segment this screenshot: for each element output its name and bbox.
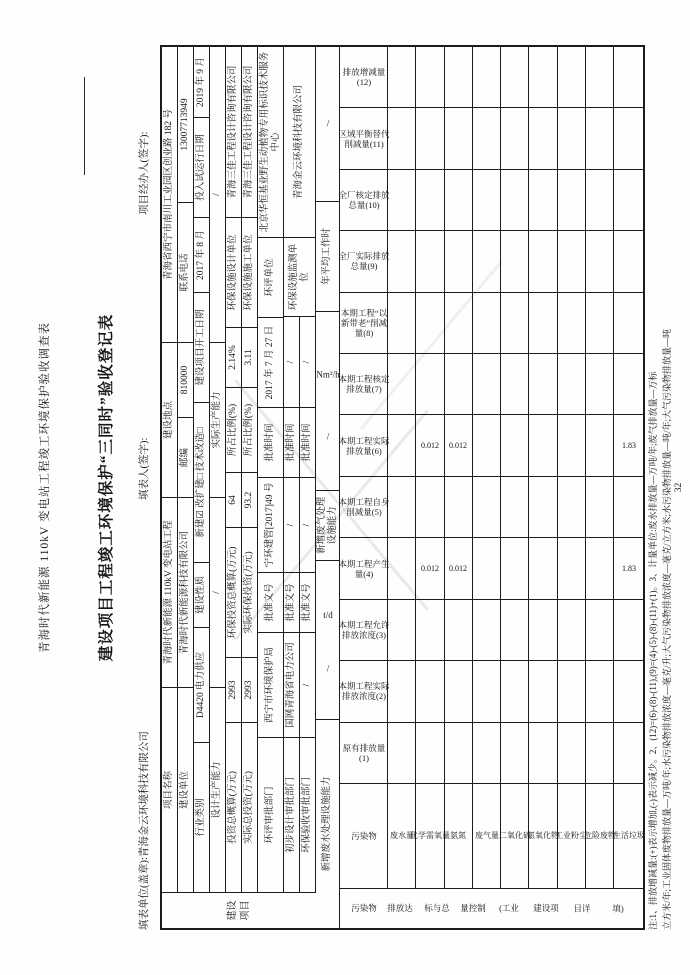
cell-value: 0.012 <box>449 440 468 450</box>
label-chunk: 建设项 <box>533 903 559 914</box>
empty-cell <box>614 660 642 721</box>
pollutant-value-cell <box>416 414 443 475</box>
empty-cell <box>445 476 472 537</box>
header-text: 本期工程允许排放浓度(3) <box>337 619 389 640</box>
empty-cell <box>558 107 585 168</box>
empty-cell <box>614 353 642 414</box>
empty-cell <box>416 292 443 353</box>
empty-cell <box>445 660 472 721</box>
empty-cell <box>558 230 585 291</box>
waste-gas-capacity-value <box>316 311 339 490</box>
cell-value: 0.012 <box>420 563 439 573</box>
header-text: 本期工程自身削减量(5) <box>337 497 389 518</box>
empty-cell <box>501 230 528 291</box>
empty-cell <box>586 107 613 168</box>
env-design-unit-value: 青海三佳工程设计咨询有限公司 <box>228 65 238 199</box>
annual-hours-value <box>316 47 339 201</box>
postcode-value: 810000 <box>178 342 193 417</box>
ratio-label: 所占比例(%) <box>226 387 241 472</box>
header-text: 本期工程核定排放量(7) <box>337 374 389 395</box>
actual-invest-value: 2993 <box>242 657 257 722</box>
header-text: 全厂实际排放总量(9) <box>337 251 389 272</box>
pollutant-value-cell <box>445 414 472 475</box>
env-budget-value: 64 <box>226 472 241 527</box>
eia-approval-dept-label: 环评审批部门 <box>258 737 283 892</box>
empty-cell <box>586 599 613 660</box>
wastewater-capacity-value <box>316 560 339 719</box>
fill-unit-label: 填表单位(盖章):青海金云环境科技有限公司 <box>139 731 150 930</box>
col-header-3 <box>337 599 389 660</box>
empty-cell <box>388 353 415 414</box>
empty-cell <box>473 230 500 291</box>
empty-cell <box>416 599 443 660</box>
empty-cell <box>473 353 500 414</box>
doc-no-value: 宁环建管[2017]49 号 <box>258 477 283 572</box>
empty-cell <box>388 230 415 291</box>
col-header-5 <box>337 476 389 537</box>
empty-cell <box>416 660 443 721</box>
empty-cell <box>388 722 415 783</box>
empty-cell <box>614 476 642 537</box>
pollutant-name <box>409 783 450 888</box>
pollutant-value-cell <box>614 537 642 598</box>
empty-cell <box>388 292 415 353</box>
table-row <box>226 47 242 892</box>
header-text: 本期工程实际排放量(6) <box>337 435 389 456</box>
col-header-4 <box>337 537 389 598</box>
table-row <box>210 47 226 892</box>
pollutant-row <box>445 47 473 888</box>
registration-table <box>160 45 645 930</box>
slash-value: / <box>326 119 329 130</box>
start-date-value: 2017 年 8 月 <box>194 217 209 292</box>
empty-cell <box>614 292 642 353</box>
empty-cell <box>558 537 585 598</box>
section-label-cell <box>162 892 316 928</box>
empty-cell <box>445 47 472 107</box>
empty-cell <box>558 722 585 783</box>
nature-label: 建设性质 <box>194 562 209 627</box>
label-chunk: 污染物 <box>351 903 377 914</box>
ratio2-label: 所占比例(%) <box>242 387 257 472</box>
budget-value: 2993 <box>226 657 241 722</box>
col-header-6 <box>337 414 389 475</box>
empty-cell <box>586 230 613 291</box>
table-row <box>300 317 315 892</box>
empty-cell <box>501 107 528 168</box>
empty-cell <box>501 292 528 353</box>
nature-checkboxes: 新建☑ 改扩建□ 技术改造□ <box>194 402 209 562</box>
doc-no-label: 批准文号 <box>300 572 315 632</box>
pollutant-name-text: 二氧化硫 <box>498 831 531 840</box>
pollutant-row <box>409 47 450 888</box>
footnote-line-1: 注:1、排放增减量:(+)表示增加,(-)表示减少。2、(12)=(6)-(8)-(11),(9)=(4)-(5)-(8)-(11)+(1)。3、计量单位:废水排放量—万吨/年;废气排放量—万标 <box>648 371 658 930</box>
empty-cell <box>388 47 415 107</box>
pollutant-header-row <box>337 47 389 888</box>
approval-time-label: 批准时间 <box>258 407 283 477</box>
empty-cell <box>614 107 642 168</box>
approval-rows <box>284 317 315 892</box>
empty-cell <box>388 599 415 660</box>
approval-time-value: / <box>301 360 312 364</box>
label-chunk: 排放达 <box>387 903 414 914</box>
prelim-design-dept-label: 初步设计审批部门 <box>284 737 299 892</box>
pollutant-row <box>388 47 416 888</box>
col-header-10 <box>337 169 389 230</box>
table-row <box>284 317 300 892</box>
pollutant-name <box>473 783 500 888</box>
actual-env-invest-label: 实际环保投资(万元) <box>242 527 257 657</box>
design-capacity-label: 设计生产能力 <box>210 687 225 892</box>
env-build-unit-value: 青海三佳工程设计咨询有限公司 <box>244 65 254 199</box>
empty-cell <box>614 47 642 107</box>
pollutant-name-text: 废气量 <box>474 831 499 840</box>
empty-cell <box>416 353 443 414</box>
page-number: 32 <box>674 482 684 493</box>
pollutant-name-text: 化学需氧量 <box>409 831 450 840</box>
section-label: 建设项目 <box>227 900 251 921</box>
empty-cell <box>416 722 443 783</box>
col-header-7 <box>337 353 389 414</box>
label-chunk: 填) <box>612 903 625 914</box>
empty-cell <box>388 107 415 168</box>
pollutant-value-cell <box>445 537 472 598</box>
empty-cell <box>501 476 528 537</box>
header-text: 原有排放量(1) <box>342 742 385 763</box>
empty-cell <box>558 47 585 107</box>
col-header-2 <box>337 660 389 721</box>
monitor-unit-value: 青海金云环境科技有限公司 <box>294 85 304 200</box>
postcode-label: 邮编 <box>178 417 193 497</box>
monitor-unit-label: 环保设施监测单位 <box>284 237 315 317</box>
doc-no-value: / <box>284 477 299 572</box>
doc-no-label: 批准文号 <box>258 572 283 632</box>
pollutant-row <box>527 47 560 888</box>
pollutant-section <box>337 47 645 928</box>
table-row <box>258 47 284 892</box>
doc-no-value: / <box>300 477 315 572</box>
empty-cell <box>558 292 585 353</box>
form-meta-line <box>136 45 152 930</box>
empty-cell <box>529 660 556 721</box>
empty-cell <box>501 537 528 598</box>
start-date-label: 建设项目开工日期 <box>194 292 209 402</box>
approval-time-value: / <box>285 360 296 364</box>
ratio-value: 2.14% <box>226 327 241 387</box>
empty-cell <box>416 47 443 107</box>
cell-value: 1.83 <box>621 563 636 573</box>
empty-cell <box>388 660 415 721</box>
label-chunk: 量控制 <box>460 903 486 914</box>
col-header-11 <box>337 107 389 168</box>
empty-cell <box>558 476 585 537</box>
pollutant-row <box>612 47 645 888</box>
pollutant-value-cell <box>614 414 642 475</box>
empty-cell <box>529 169 556 230</box>
empty-cell <box>473 107 500 168</box>
pollutant-name-text: 废水量 <box>389 831 414 840</box>
empty-cell <box>586 414 613 475</box>
table-row <box>194 47 210 892</box>
empty-cell <box>501 722 528 783</box>
pollutant-row <box>473 47 501 888</box>
pollutant-name <box>612 783 645 888</box>
empty-cell <box>388 169 415 230</box>
unit-text: t/d <box>322 609 333 620</box>
unit-text: Nm³/h <box>315 369 340 380</box>
empty-cell <box>416 476 443 537</box>
empty-cell <box>614 722 642 783</box>
project-agent-label: 项目经办人(签字): <box>139 131 150 215</box>
slash-value: / <box>326 432 329 443</box>
empty-cell <box>586 47 613 107</box>
empty-cell <box>445 230 472 291</box>
builder-label: 建设单位 <box>178 687 193 892</box>
empty-cell <box>473 292 500 353</box>
empty-cell <box>558 169 585 230</box>
cell-value: 1.83 <box>621 440 636 450</box>
table-row <box>178 47 194 892</box>
empty-cell <box>416 107 443 168</box>
cell-value: 0.012 <box>449 563 468 573</box>
empty-cell <box>445 107 472 168</box>
empty-cell <box>529 107 556 168</box>
empty-cell <box>388 537 415 598</box>
pollutant-grid <box>337 47 645 888</box>
empty-cell <box>445 292 472 353</box>
pollutant-col-header <box>340 783 387 888</box>
approval-time-value: 2017 年 7 月 27 日 <box>258 317 283 407</box>
empty-cell <box>586 476 613 537</box>
empty-cell <box>445 722 472 783</box>
empty-cell <box>501 353 528 414</box>
empty-cell <box>445 599 472 660</box>
construction-project-section <box>162 47 316 928</box>
header-text: 本期工程实际排放浓度(2) <box>337 681 389 702</box>
doc-no-label: 批准文号 <box>284 572 299 632</box>
pollutant-row <box>583 47 616 888</box>
pollutant-row <box>555 47 588 888</box>
empty-cell <box>586 169 613 230</box>
empty-cell <box>529 292 556 353</box>
actual-invest-label: 实际总投资(万元) <box>242 722 257 892</box>
footnotes <box>646 45 674 930</box>
budget-label: 投资总概算(万元) <box>226 722 241 892</box>
header-text: 本期工程“以新带老”削减量(8) <box>340 307 387 338</box>
empty-cell <box>445 169 472 230</box>
empty-cell <box>501 660 528 721</box>
empty-cell <box>586 537 613 598</box>
empty-cell <box>529 537 556 598</box>
empty-cell <box>529 230 556 291</box>
col-header-12 <box>340 47 387 107</box>
pollutant-name-text: 氨氮 <box>450 831 467 840</box>
acceptance-dept-value: / <box>300 632 315 737</box>
capacity-row <box>316 47 340 928</box>
builder-value: 青海时代新能源科技有限公司 <box>178 497 193 687</box>
empty-cell <box>501 414 528 475</box>
footnote-line-2: 立方米/年;工业固体废物排放量—万吨/年;水污染物排放浓度—毫克/升;大气污染物排放浓度—毫克/立方米;水污染物排放量—吨/年;大气污染物排放量—吨 <box>662 328 672 930</box>
label-chunk: (工业 <box>499 903 520 914</box>
empty-cell <box>473 660 500 721</box>
form-title: 建设项目工程竣工环境保护“三同时”验收登记表 <box>98 313 115 662</box>
empty-cell <box>473 476 500 537</box>
annual-hours-label: 年平均工作时 <box>316 201 339 311</box>
header-text: 本期工程产生量(4) <box>337 558 389 579</box>
empty-cell <box>388 476 415 537</box>
design-capacity-value: / <box>210 497 225 687</box>
table-row <box>242 47 258 892</box>
env-build-unit-label: 环保设施施工单位 <box>242 217 257 327</box>
label-chunk: 目详 <box>573 903 591 914</box>
empty-cell <box>529 722 556 783</box>
actual-env-invest-value: 93.2 <box>242 472 257 527</box>
industry-label: 行业类别 <box>194 742 209 892</box>
header-underline <box>84 77 85 175</box>
project-rows <box>162 47 316 892</box>
header-text: 排放增减量(12) <box>342 67 385 88</box>
empty-cell <box>501 47 528 107</box>
pollutant-section-label <box>340 888 643 928</box>
location-label: 建设地点 <box>162 342 177 497</box>
col-header-9 <box>337 230 389 291</box>
pollutant-name <box>555 783 588 888</box>
phone-value: 13007713949 <box>180 98 190 151</box>
fill-person-label: 填表人(签字): <box>139 437 150 500</box>
project-name-label: 项目名称 <box>162 687 177 892</box>
empty-cell <box>614 230 642 291</box>
approval-time-label: 批准时间 <box>284 407 299 477</box>
pollutant-row <box>498 47 531 888</box>
phone-label: 联系电话 <box>178 202 193 342</box>
eia-unit-label: 环评单位 <box>258 237 283 317</box>
empty-cell <box>529 47 556 107</box>
location-value: 青海省西宁市南川工业园区创业路 182 号 <box>164 109 174 281</box>
env-budget-label: 环保投资总概算(万元) <box>226 527 241 657</box>
col-header-1 <box>340 722 387 783</box>
prelim-design-dept-value: 国网青海省电力公司 <box>284 632 299 737</box>
empty-cell <box>586 722 613 783</box>
empty-cell <box>473 537 500 598</box>
empty-cell <box>529 476 556 537</box>
empty-cell <box>416 230 443 291</box>
empty-cell <box>529 414 556 475</box>
empty-cell <box>558 660 585 721</box>
label-chunk: 标与总 <box>424 903 450 914</box>
waste-gas-capacity-label: 新增废气处理设施能力 <box>316 490 339 560</box>
pollutant-name <box>583 783 616 888</box>
trial-date-value: 2019 年 9 月 <box>196 57 206 107</box>
empty-cell <box>614 599 642 660</box>
pollutant-name-text: 氮氧化物 <box>527 831 560 840</box>
cell-value: 0.012 <box>420 440 439 450</box>
empty-cell <box>473 47 500 107</box>
approval-time-label: 批准时间 <box>300 407 315 477</box>
empty-cell <box>501 599 528 660</box>
empty-cell <box>445 353 472 414</box>
empty-cell <box>558 414 585 475</box>
empty-cell <box>529 353 556 414</box>
pollutant-name-text: 生活垃圾 <box>612 831 645 840</box>
eia-unit-value: 北京华恒基业野生动植物专用标识技术服务中心 <box>259 51 281 233</box>
empty-cell <box>473 414 500 475</box>
pollutant-value-cell <box>416 537 443 598</box>
empty-cell <box>586 292 613 353</box>
header-text: 全厂核定排放总量(10) <box>337 190 389 210</box>
empty-cell <box>473 722 500 783</box>
col-header-8 <box>340 292 387 353</box>
empty-cell <box>614 169 642 230</box>
empty-cell <box>558 599 585 660</box>
acceptance-dept-label: 环保验收审批部门 <box>300 737 315 892</box>
empty-cell <box>416 169 443 230</box>
ratio2-value: 3.11 <box>242 327 257 387</box>
wastewater-capacity-label: 新增废水处理设施能力 <box>316 719 339 928</box>
header-text: 污染物 <box>350 831 377 841</box>
header-text: 区域平衡替代削减量(11) <box>337 128 389 149</box>
pollutant-name-text: 危险废物 <box>583 831 616 840</box>
trial-date-label: 投入试运行日期 <box>194 117 209 217</box>
slash-value: / <box>326 663 329 674</box>
empty-cell <box>586 353 613 414</box>
actual-capacity-value: / <box>212 193 222 196</box>
empty-cell <box>558 353 585 414</box>
actual-capacity-label: 实际生产能力 <box>210 342 225 497</box>
pollutant-name-text: 工业粉尘 <box>555 831 588 840</box>
empty-cell <box>473 169 500 230</box>
project-name-value: 青海时代新能源 110kV 变电站工程 <box>162 497 177 687</box>
empty-cell <box>388 414 415 475</box>
table-row <box>162 47 178 892</box>
table-row-group <box>284 47 316 892</box>
empty-cell <box>529 599 556 660</box>
empty-cell <box>473 599 500 660</box>
eia-approval-dept-value: 西宁市环境保护局 <box>258 632 283 737</box>
empty-cell <box>586 660 613 721</box>
empty-cell <box>501 169 528 230</box>
industry-value: D4420 电力供应 <box>194 627 209 742</box>
pollutant-name <box>527 783 560 888</box>
pollutant-name <box>498 783 531 888</box>
report-header: 青海时代新能源 110kV 变电站工程竣工环境保护验收调查表 <box>39 322 51 653</box>
env-design-unit-label: 环保设施设计单位 <box>226 217 241 327</box>
